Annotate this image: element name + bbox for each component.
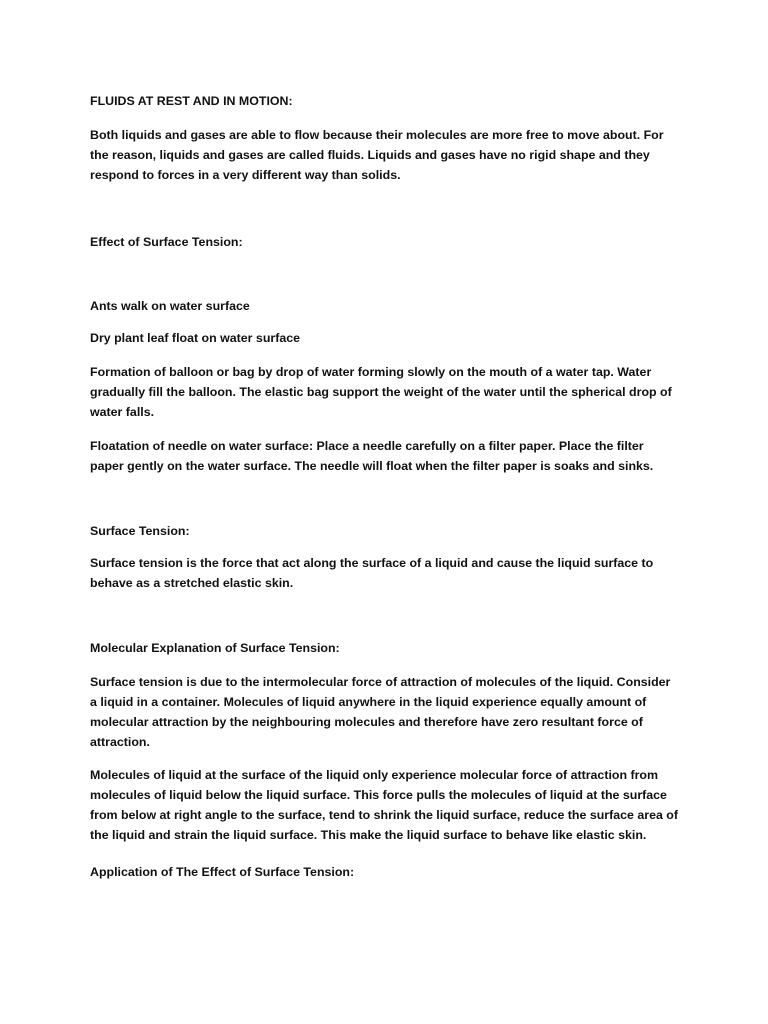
paragraph-surface-tension: Surface tension is the force that act along the surface of a liquid and cause the liquid surface to behave as a stretched elastic skin.	[90, 556, 654, 590]
paragraph-molecular-1: Surface tension is due to the intermolecular force of attraction of molecules of the liquid. Consider a liquid in a container. Molecules of liquid anywhere in the liquid experience equally amount of molecular attraction by the neighbouring molecules and therefore have zero resultant force of attraction.	[90, 675, 671, 749]
heading-molecular-explanation: Molecular Explanation of Surface Tension:	[90, 641, 340, 655]
paragraph-molecular-2: Molecules of liquid at the surface of the liquid only experience molecular force of attraction from molecules of liquid below the liquid surface. This force pulls the molecules of liquid at the surface from below at right angle to the surface, tend to shrink the liquid surface, reduce the surface area of the liquid and strain the liquid surface. This make the liquid surface to behave like elastic skin.	[90, 768, 678, 842]
item-leaf: Dry plant leaf float on water surface	[90, 331, 301, 345]
item-needle: Floatation of needle on water surface: Place a needle carefully on a filter paper. Place the filter paper gently on the water surface. The needle will float when the filter paper is soaks and sinks.	[90, 439, 654, 473]
heading-effect-of-surface-tension: Effect of Surface Tension:	[90, 235, 243, 249]
item-ants: Ants walk on water surface	[90, 299, 250, 313]
heading-fluids: FLUIDS AT REST AND IN MOTION:	[90, 94, 293, 108]
heading-surface-tension: Surface Tension:	[90, 524, 190, 538]
heading-application: Application of The Effect of Surface Tension:	[90, 865, 355, 879]
item-balloon: Formation of balloon or bag by drop of water forming slowly on the mouth of a water tap. Water gradually fill the balloon. The elastic bag support the weight of the water until the spherical drop of water falls.	[90, 365, 672, 419]
paragraph-fluids: Both liquids and gases are able to flow because their molecules are more free to move about. For the reason, liquids and gases are called fluids. Liquids and gases have no rigid shape and they respond to forces in a very different way than solids.	[90, 128, 664, 182]
